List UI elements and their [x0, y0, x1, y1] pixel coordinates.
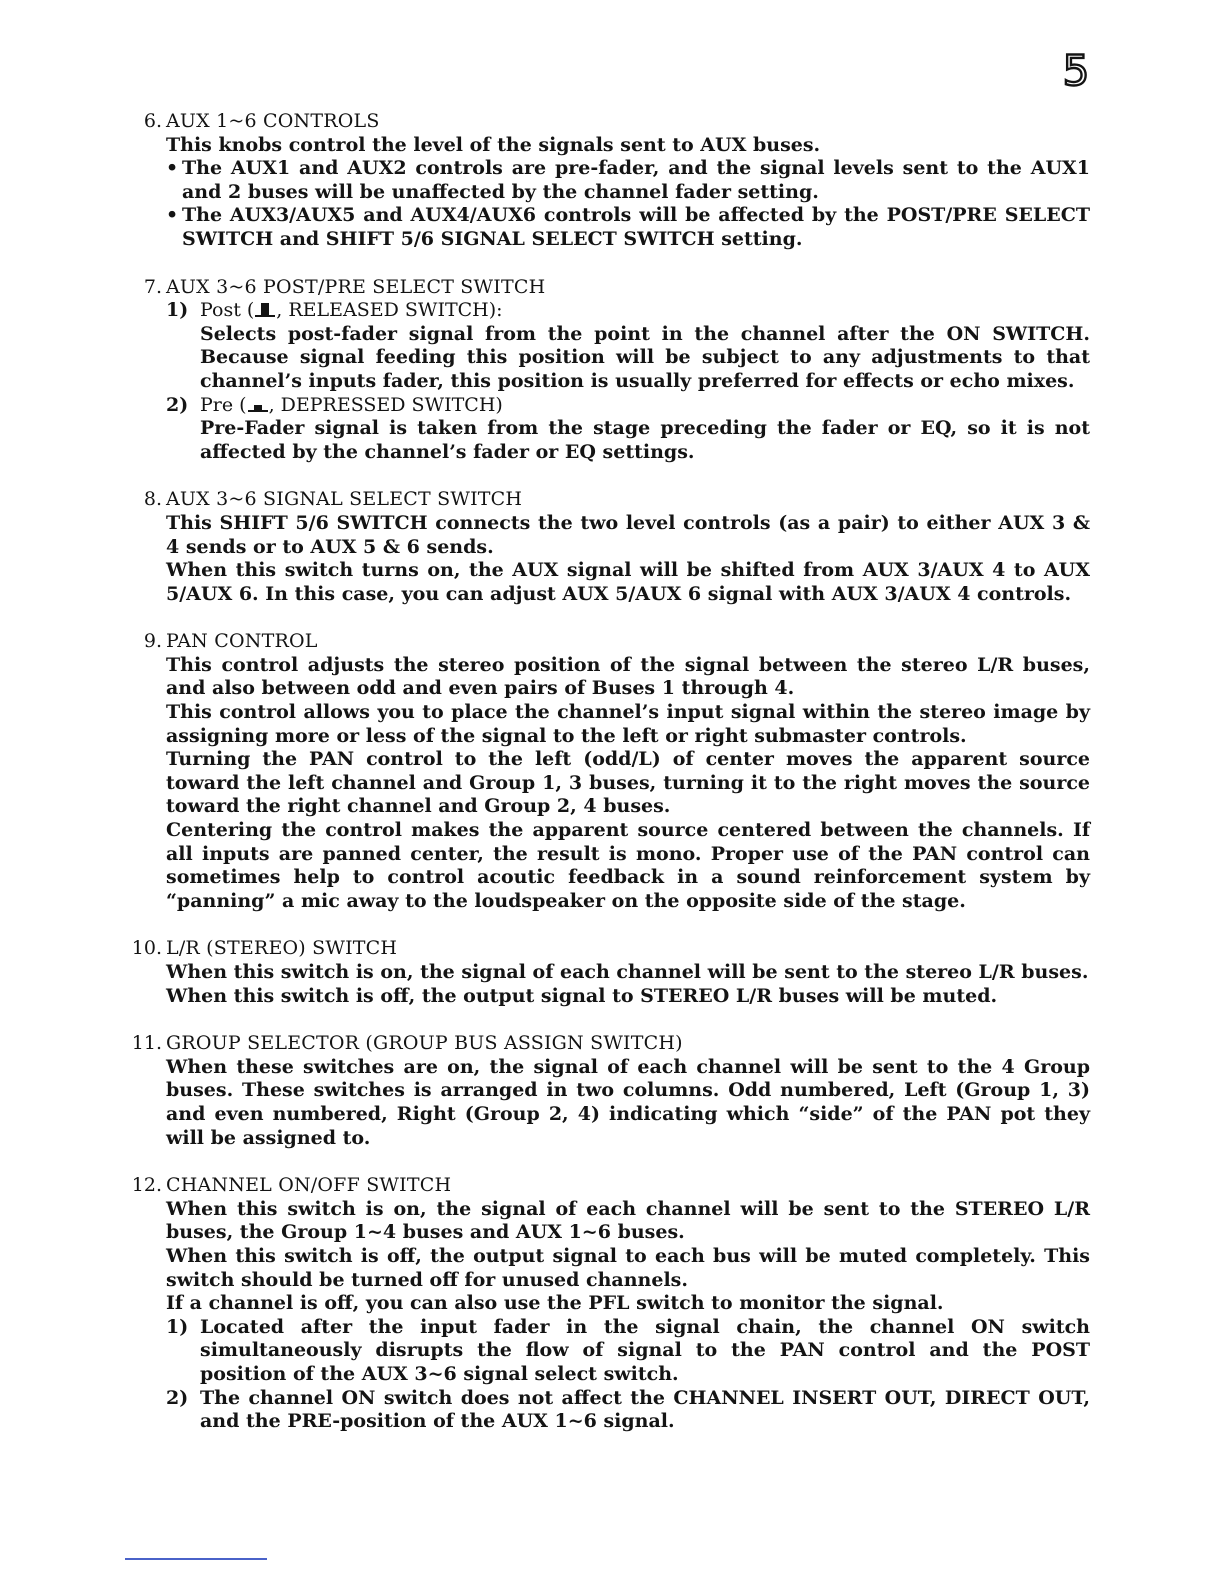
- paragraph: This knobs control the level of the signals sent to AUX buses.: [166, 133, 821, 156]
- numbered-item: [166, 299, 1090, 393]
- bullet-item: [166, 204, 1090, 251]
- item-heading: Post ( , RELEASED SWITCH):: [200, 299, 503, 322]
- paragraph: When this switch is off, the output signal to STEREO L/R buses will be muted.: [166, 984, 998, 1007]
- paragraph: When these switches are on, the signal of each channel will be sent to the 4 Group buses. These switches is arranged in two columns. Odd numbered, Left (Group 1, 3) and even numbered, Right (Group 2, 4) indicating which “side” of the PAN pot they will be assigned to.: [166, 1055, 1090, 1149]
- bullet-text: The AUX3/AUX5 and AUX4/AUX6 controls will be affected by the POST/PRE SELECT SWITCH and SHIFT 5/6 SIGNAL SELECT SWITCH setting.: [182, 204, 1090, 250]
- section-title: AUX 3~6 POST/PRE SELECT SWITCH: [166, 275, 546, 298]
- bullet-text: The AUX1 and AUX2 controls are pre-fader, and the signal levels sent to the AUX1 and 2 buses will be unaffected by the channel fader setting.: [182, 157, 1090, 203]
- section-title: PAN CONTROL: [166, 630, 318, 653]
- item-number: 2): [166, 1386, 189, 1409]
- section-number: 7.: [143, 275, 162, 298]
- item-body: Pre-Fader signal is taken from the stage preceding the fader or EQ, so it is not affected by the channel’s fader or EQ settings.: [200, 417, 1090, 463]
- item-body: Selects post-fader signal from the point in the channel after the ON SWITCH. Because signal feeding this position will be subject to any adjustments to that channel’s inputs fader, this position is usually preferred for effects or echo mixes.: [200, 322, 1090, 392]
- section-signal-select-switch: [130, 488, 1090, 606]
- item-heading: Pre ( , DEPRESSED SWITCH): [200, 393, 503, 416]
- section-post-pre-select-switch: [130, 276, 1090, 465]
- bullet-item: [166, 157, 1090, 204]
- section-stereo-switch: [130, 937, 1090, 1008]
- numbered-item: [166, 1387, 1090, 1434]
- item-number: 1): [166, 299, 189, 322]
- section-number: 12.: [131, 1174, 162, 1197]
- depressed-switch-icon: [247, 397, 269, 413]
- paragraph: Centering the control makes the apparent source centered between the channels. If all inputs are panned center, the result is mono. Proper use of the PAN control can sometimes help to control acoutic feedback in a sound reinforcement system by “panning” a mic away to the loudspeaker on the opposite side of the stage.: [166, 819, 1090, 912]
- section-group-selector: [130, 1032, 1090, 1150]
- paragraph: If a channel is off, you can also use the PFL switch to monitor the signal.: [166, 1292, 944, 1315]
- section-number: 9.: [143, 630, 162, 653]
- section-title: GROUP SELECTOR (GROUP BUS ASSIGN SWITCH): [166, 1032, 683, 1055]
- section-number: 6.: [143, 110, 162, 132]
- item-number: 1): [166, 1315, 189, 1338]
- section-channel-on-off-switch: [130, 1174, 1090, 1434]
- paragraph: This control allows you to place the channel’s input signal within the stereo image by assigning more or less of the signal to the left or right submaster controls.: [166, 701, 1090, 747]
- document-body: [130, 110, 1090, 1458]
- section-pan-control: [130, 630, 1090, 913]
- numbered-item: [166, 1316, 1090, 1387]
- item-body: The channel ON switch does not affect the CHANNEL INSERT OUT, DIRECT OUT, and the PRE-position of the AUX 1~6 signal.: [200, 1386, 1090, 1433]
- numbered-item: [166, 394, 1090, 465]
- section-aux-1-6-controls: [130, 110, 1090, 252]
- page-number: [1054, 48, 1098, 92]
- paragraph: When this switch turns on, the AUX signal will be shifted from AUX 3/AUX 4 to AUX 5/AUX 6. In this case, you can adjust AUX 5/AUX 6 signal with AUX 3/AUX 4 controls.: [166, 559, 1090, 605]
- bullet-icon: •: [166, 157, 179, 180]
- section-title: AUX 3~6 SIGNAL SELECT SWITCH: [166, 488, 523, 511]
- bullet-icon: •: [166, 204, 179, 227]
- paragraph: Turning the PAN control to the left (odd/L) of center moves the apparent source toward the left channel and Group 1, 3 buses, turning it to the right moves the source toward the right channel and Group 2, 4 buses.: [166, 748, 1090, 818]
- paragraph: When this switch is on, the signal of each channel will be sent to the STEREO L/R buses, the Group 1~4 buses and AUX 1~6 buses.: [166, 1197, 1090, 1244]
- section-title: CHANNEL ON/OFF SWITCH: [166, 1174, 452, 1197]
- section-number: 8.: [143, 488, 162, 511]
- section-number: 10.: [131, 937, 162, 960]
- paragraph: This control adjusts the stereo position of the signal between the stereo L/R buses, and also between odd and even pairs of Buses 1 through 4.: [166, 653, 1090, 700]
- section-title: AUX 1~6 CONTROLS: [166, 110, 380, 132]
- released-switch-icon: [254, 302, 276, 318]
- footer-rule: [125, 1558, 267, 1560]
- item-number: 2): [166, 393, 189, 416]
- item-body: Located after the input fader in the signal chain, the channel ON switch simultaneously disrupts the flow of signal to the PAN control and the POST position of the AUX 3~6 signal select switch.: [200, 1315, 1090, 1385]
- section-title: L/R (STEREO) SWITCH: [166, 937, 398, 960]
- paragraph: When this switch is off, the output signal to each bus will be muted completely. This switch should be turned off for unused channels.: [166, 1244, 1090, 1291]
- section-number: 11.: [131, 1032, 162, 1055]
- svg-text:5: 5: [1062, 48, 1090, 92]
- paragraph: This SHIFT 5/6 SWITCH connects the two level controls (as a pair) to either AUX 3 & 4 sends or to AUX 5 & 6 sends.: [166, 511, 1090, 558]
- paragraph: When this switch is on, the signal of each channel will be sent to the stereo L/R buses.: [166, 961, 1089, 983]
